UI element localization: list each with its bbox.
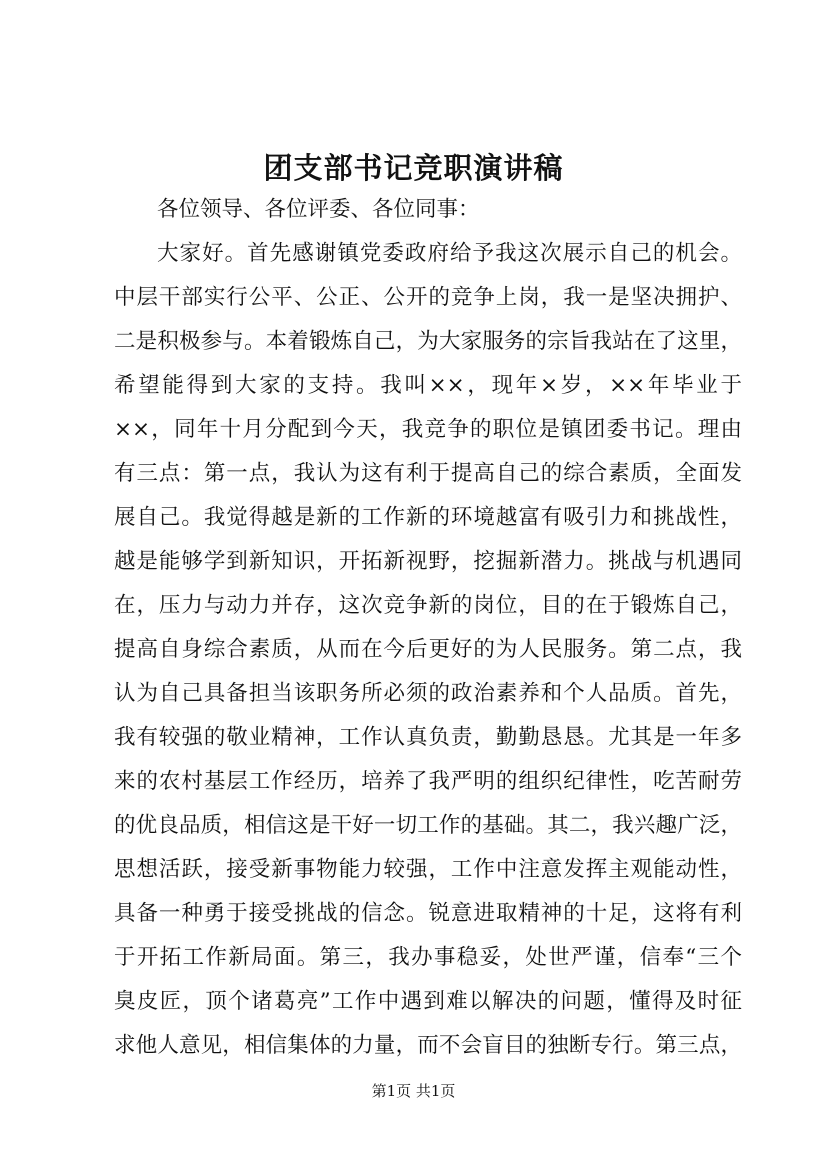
body-line: 来的农村基层工作经历，培养了我严明的组织纪律性，吃苦耐劳 (114, 769, 742, 794)
body-line: 思想活跃，接受新事物能力较强，工作中注意发挥主观能动性， (114, 857, 742, 882)
body-line: 认为自己具备担当该职务所必须的政治素养和个人品质。首先， (114, 681, 742, 706)
body-line: 越是能够学到新知识，开拓新视野，挖掘新潜力。挑战与机遇同 (114, 549, 742, 574)
page-number-footer: 第1页 共1页 (371, 1082, 456, 1100)
body-line: 大家好。首先感谢镇党委政府给予我这次展示自己的机会。 (157, 241, 742, 266)
body-line: 提高自身综合素质，从而在今后更好的为人民服务。第二点，我 (114, 637, 742, 662)
body-line: 具备一种勇于接受挑战的信念。锐意进取精神的十足，这将有利 (114, 901, 742, 926)
body-line: 的优良品质，相信这是干好一切工作的基础。其二，我兴趣广泛， (114, 813, 742, 838)
body-line: ××，同年十月分配到今天，我竞争的职位是镇团委书记。理由 (114, 417, 742, 442)
salutation-line: 各位领导、各位评委、各位同事： (157, 197, 480, 222)
body-line: 二是积极参与。本着锻炼自己，为大家服务的宗旨我站在了这里， (114, 329, 742, 354)
body-line: 我有较强的敬业精神，工作认真负责，勤勤恳恳。尤其是一年多 (114, 725, 742, 750)
body-line: 希望能得到大家的支持。我叫××，现年×岁，××年毕业于 (114, 373, 742, 398)
body-line: 中层干部实行公平、公正、公开的竞争上岗，我一是坚决拥护、 (114, 285, 742, 310)
body-line: 有三点：第一点，我认为这有利于提高自己的综合素质，全面发 (114, 461, 742, 486)
body-line: 于开拓工作新局面。第三，我办事稳妥，处世严谨，信奉“三个 (114, 945, 742, 970)
body-line: 求他人意见，相信集体的力量，而不会盲目的独断专行。第三点， (114, 1033, 742, 1058)
body-line: 在，压力与动力并存，这次竞争新的岗位，目的在于锻炼自己， (114, 593, 742, 618)
body-line: 臭皮匠，顶个诸葛亮”工作中遇到难以解决的问题，懂得及时征 (114, 989, 742, 1014)
body-line: 展自己。我觉得越是新的工作新的环境越富有吸引力和挑战性， (114, 505, 742, 530)
document-title: 团支部书记竞职演讲稿 (263, 151, 564, 185)
